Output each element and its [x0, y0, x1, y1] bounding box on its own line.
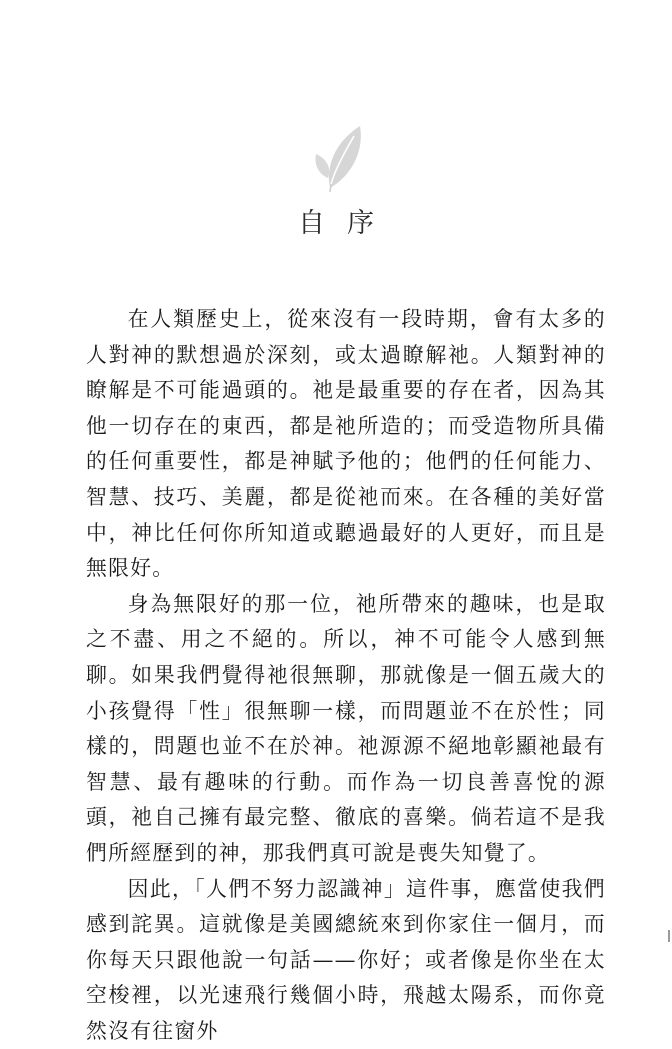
paragraph-1: 在人類歷史上，從來沒有一段時期，會有太多的人對神的默想過於深刻，或太過瞭解祂。人類對神的瞭解是不可能過頭的。祂是最重要的存在者，因為其他一切存在的東西，都是祂所造的；而受造物所具備的任何重要性，都是神賦予他的；他們的任何能力、智慧、技巧、美麗，都是從祂而來。在各種的美好當中，神比任何你所知道或聽過最好的人更好，而且是無限好。	[86, 302, 606, 587]
paragraph-2: 身為無限好的那一位，祂所帶來的趣味，也是取之不盡、用之不絕的。所以，神不可能令人感到無聊。如果我們覺得祂很無聊，那就像是一個五歲大的小孩覺得「性」很無聊一樣，而問題並不在於性；同樣的，問題也並不在於神。祂源源不絕地彰顯祂最有智慧、最有趣味的行動。而作為一切良善喜悅的源頭，祂自己擁有最完整、徹底的喜樂。倘若這不是我們所經歷到的神，那我們真可說是喪失知覺了。	[86, 587, 606, 872]
page-title: 自序	[0, 204, 672, 244]
leaf-icon	[310, 122, 372, 194]
page-edge-mark	[668, 930, 670, 942]
paragraph-3: 因此，「人們不努力認識神」這件事，應當使我們感到詫異。這就像是美國總統來到你家住一個月，而你每天只跟他說一句話——你好；或者像是你坐在太空梭裡，以光速飛行幾個小時，飛越太陽系，而你竟然沒有往窗外	[86, 872, 606, 1049]
body-text	[86, 302, 606, 1049]
